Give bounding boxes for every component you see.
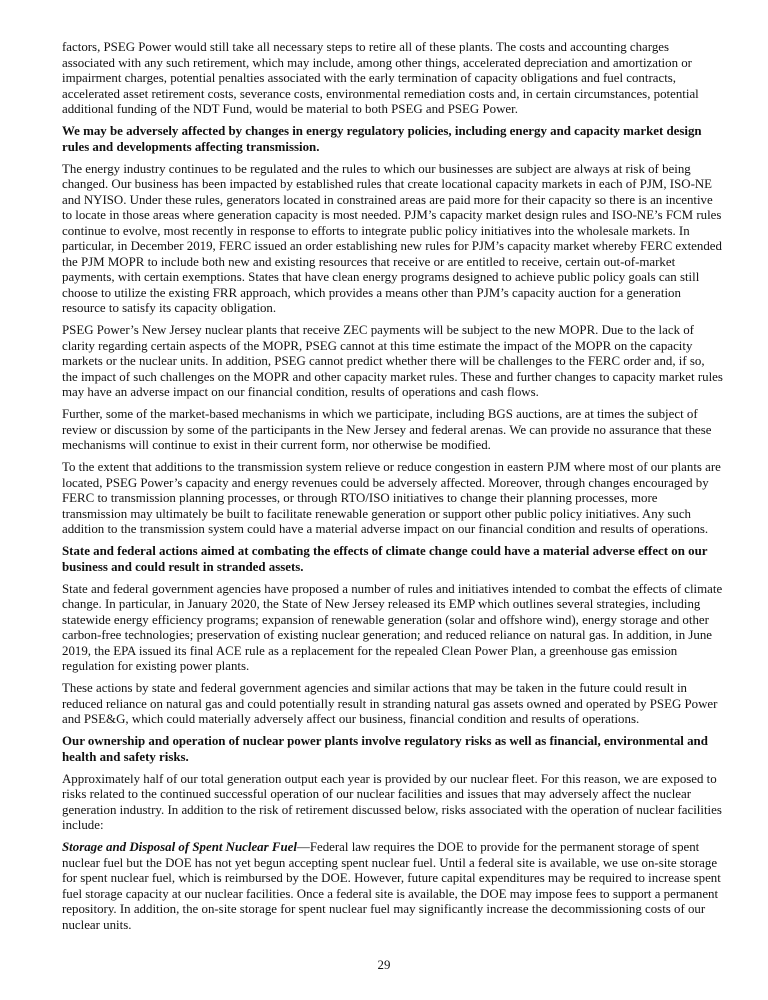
line-text: business and could result in stranded assets. xyxy=(62,559,304,574)
line-text: fuel storage capacity at our nuclear facilities. Once a federal site is available, the DOE may impose fees to support a permanent xyxy=(62,886,719,901)
text-line xyxy=(62,208,727,224)
text-line xyxy=(62,423,727,439)
line-text: and NYISO. Under these rules, generators located in constrained areas are paid more for their capacity so there is an incentive xyxy=(62,192,713,207)
line-text: the PJM MOPR to include both new and existing resources that receive or are entitled to receive, certain out-of-market xyxy=(62,254,676,269)
body-paragraph xyxy=(62,40,727,118)
run-in-heading: Storage and Disposal of Spent Nuclear Fuel xyxy=(62,840,297,854)
line-text: additional funding of the NDT Fund, would be material to both PSEG and PSEG Power. xyxy=(62,102,518,116)
section-heading xyxy=(62,544,727,575)
line-text: markets or the nuclear units. In addition, PSEG cannot predict whether there will be challenges to the FERC order and, if so, xyxy=(62,354,705,368)
text-line xyxy=(62,597,727,613)
text-line xyxy=(62,544,727,560)
body-paragraph xyxy=(62,323,727,401)
text-line xyxy=(62,681,727,697)
section-heading xyxy=(62,124,727,155)
text-line xyxy=(62,162,727,178)
line-text: These actions by state and federal government agencies and similar actions that may be taken in the future could result in xyxy=(62,681,687,695)
line-text: changed. Our business has been impacted by established rules that create locational capacity markets in each of PJM, ISO-NE xyxy=(62,177,713,191)
line-text: reduced reliance on natural gas and could potentially result in stranding natural gas assets owned and operated by PSEG Power xyxy=(62,696,718,711)
text-line xyxy=(62,177,727,193)
line-text: We may be adversely affected by changes in energy regulatory policies, including energy and capacity market design xyxy=(62,124,702,138)
body-paragraph xyxy=(62,162,727,317)
line-text: repository. In addition, the on-site storage for spent nuclear fuel may significantly increase the decommissioning costs of our xyxy=(62,902,706,916)
line-text: and PSE&G, which could materially adversely affect our business, financial condition and results of operations. xyxy=(62,712,640,726)
text-line xyxy=(62,476,727,492)
line-text: continue to evolve, most recently in response to efforts to integrate public policy initiatives into the wholesale markets. In xyxy=(62,223,690,238)
text-line xyxy=(62,522,727,538)
line-text: accelerated asset retirement costs, severance costs, environmental remediation costs and, in certain circumstances, potential xyxy=(62,86,699,101)
text-line xyxy=(62,840,727,856)
text-line xyxy=(62,628,727,644)
line-text: FERC to transmission planning processes, or through RTO/ISO initiatives to change their planning processes, more xyxy=(62,491,658,505)
text-line xyxy=(62,659,727,675)
line-text: nuclear fuel but the DOE has not yet begun accepting spent nuclear fuel. Until a federal site is available, we use on-site storage xyxy=(62,855,718,870)
body-paragraph xyxy=(62,681,727,728)
text-line xyxy=(62,871,727,887)
line-text: to locate in those areas where generation capacity is most needed. PJM’s capacity market design rules and ISO-NE’s FCM rules xyxy=(62,208,722,222)
text-line xyxy=(62,803,727,819)
text-line xyxy=(62,87,727,103)
line-text: 2019, the EPA issued its final ACE rule as a replacement for the repealed Clean Power Plan, a greenhouse gas emission xyxy=(62,643,678,658)
page-number: 29 xyxy=(377,958,391,972)
line-text: resource to satisfy its capacity obligation. xyxy=(62,301,277,315)
text-line xyxy=(62,818,727,834)
text-line xyxy=(62,301,727,317)
text-line xyxy=(62,734,727,750)
text-line xyxy=(62,71,727,87)
document-body xyxy=(62,40,727,940)
line-text: To the extent that additions to the transmission system relieve or reduce congestion in eastern PJM where most of our plants are xyxy=(62,460,721,474)
text-line xyxy=(62,613,727,629)
text-line xyxy=(62,644,727,660)
text-line xyxy=(62,712,727,728)
text-line xyxy=(62,887,727,903)
line-text: located, PSEG Power’s capacity and energy revenues could be adversely affected. Moreover, through changes encouraged by xyxy=(62,475,709,490)
text-line xyxy=(62,507,727,523)
text-line xyxy=(62,102,727,118)
line-text: health and safety risks. xyxy=(62,749,189,764)
line-text: statewide energy efficiency programs; expansion of renewable generation (solar and offshore wind), energy storage and other xyxy=(62,612,709,627)
line-text: carbon-free technologies; preservation of existing nuclear generation; and reduced reliance on natural gas. In addition, in June xyxy=(62,628,713,642)
line-text: review or discussion by some of the participants in the New Jersey and federal arenas. We can provide no assurance that these xyxy=(62,422,712,437)
line-text: addition to the transmission system could have a material adverse impact on our financial condition and results of operations. xyxy=(62,522,709,536)
line-text: clarity regarding certain aspects of the MOPR, PSEG cannot at this time estimate the impact of the MOPR on the capacity xyxy=(62,338,693,353)
text-line xyxy=(62,193,727,209)
text-line xyxy=(62,286,727,302)
line-text: generation industry. In addition to the risk of retirement discussed below, risks associated with the operation of nuclear facilities xyxy=(62,802,722,817)
text-line xyxy=(62,902,727,918)
text-line xyxy=(62,56,727,72)
text-line xyxy=(62,491,727,507)
text-line xyxy=(62,255,727,271)
line-text: risks related to the continued successful operation of our nuclear facilities and issues that may adversely affect the nuclear xyxy=(62,787,692,801)
text-line xyxy=(62,582,727,598)
text-line xyxy=(62,856,727,872)
text-line xyxy=(62,750,727,766)
text-line xyxy=(62,772,727,788)
line-text: —Federal law requires the DOE to provide for the permanent storage of spent xyxy=(296,840,700,854)
text-line xyxy=(62,438,727,454)
line-text: Our ownership and operation of nuclear power plants involve regulatory risks as well as financial, environmental and xyxy=(62,734,708,748)
line-text: include: xyxy=(62,818,104,832)
text-line xyxy=(62,918,727,934)
line-text: State and federal government agencies have proposed a number of rules and initiatives intended to combat the effects of climate xyxy=(62,581,723,596)
line-text: The energy industry continues to be regulated and the rules to which our businesses are subject are always at risk of being xyxy=(62,161,691,176)
text-line xyxy=(62,370,727,386)
section-heading xyxy=(62,734,727,765)
line-text: particular, in December 2019, FERC issued an order establishing new rules for PJM’s capacity market whereby FERC extended xyxy=(62,239,722,253)
line-text: for spent nuclear fuel, which is reimbursed by the DOE. However, future capital expenditures may be required to increase spent xyxy=(62,871,721,885)
text-line xyxy=(62,323,727,339)
line-text: State and federal actions aimed at combating the effects of climate change could have a material adverse effect on our xyxy=(62,544,708,558)
line-text: choose to utilize the existing FRR approach, which provides a means other than PJM’s capacity auction for a generation xyxy=(62,285,681,300)
line-text: mechanisms will continue to exist in their current form, nor otherwise be modified. xyxy=(62,438,491,452)
line-text: payments, with certain exemptions. States that have clean energy programs designed to achieve public policy goals can still xyxy=(62,270,700,284)
text-line xyxy=(62,124,727,140)
line-text: PSEG Power’s New Jersey nuclear plants that receive ZEC payments will be subject to the new MOPR. Due to the lack of xyxy=(62,323,694,337)
line-text: nuclear units. xyxy=(62,917,132,932)
line-text: regulation for existing power plants. xyxy=(62,659,250,673)
line-text: transmission may ultimately be built to facilitate renewable generation or support other public policy initiatives. Any such xyxy=(62,506,691,521)
text-line xyxy=(62,560,727,576)
body-paragraph xyxy=(62,460,727,538)
text-line xyxy=(62,270,727,286)
text-line xyxy=(62,385,727,401)
text-line xyxy=(62,460,727,476)
line-text: impairment charges, potential penalties associated with the early termination of capacity obligations and fuel contracts, xyxy=(62,71,677,85)
text-line xyxy=(62,40,727,56)
line-text: factors, PSEG Power would still take all necessary steps to retire all of these plants. The costs and accounting charges xyxy=(62,40,670,54)
text-line xyxy=(62,140,727,156)
line-text: Approximately half of our total generation output each year is provided by our nuclear fleet. For this reason, we are exposed to xyxy=(62,771,717,786)
line-text: rules and developments affecting transmission. xyxy=(62,139,320,154)
text-line xyxy=(62,697,727,713)
text-line xyxy=(62,407,727,423)
body-paragraph xyxy=(62,840,727,933)
body-paragraph xyxy=(62,407,727,454)
body-paragraph xyxy=(62,582,727,675)
text-line xyxy=(62,224,727,240)
line-text: Further, some of the market-based mechanisms in which we participate, including BGS auctions, are at times the subject of xyxy=(62,407,698,421)
line-text: associated with any such retirement, which may include, among other things, accelerated depreciation and amortization or xyxy=(62,55,692,70)
line-text: change. In particular, in January 2020, the State of New Jersey released its EMP which outlines several strategies, including xyxy=(62,597,701,611)
text-line xyxy=(62,354,727,370)
body-paragraph xyxy=(62,772,727,834)
text-line xyxy=(62,339,727,355)
text-line xyxy=(62,787,727,803)
line-text: may have an adverse impact on our financial condition, results of operations and cash flows. xyxy=(62,385,539,399)
line-text: the impact of such challenges on the MOPR and other capacity market rules. These and further changes to capacity market rules xyxy=(62,369,723,384)
text-line xyxy=(62,239,727,255)
